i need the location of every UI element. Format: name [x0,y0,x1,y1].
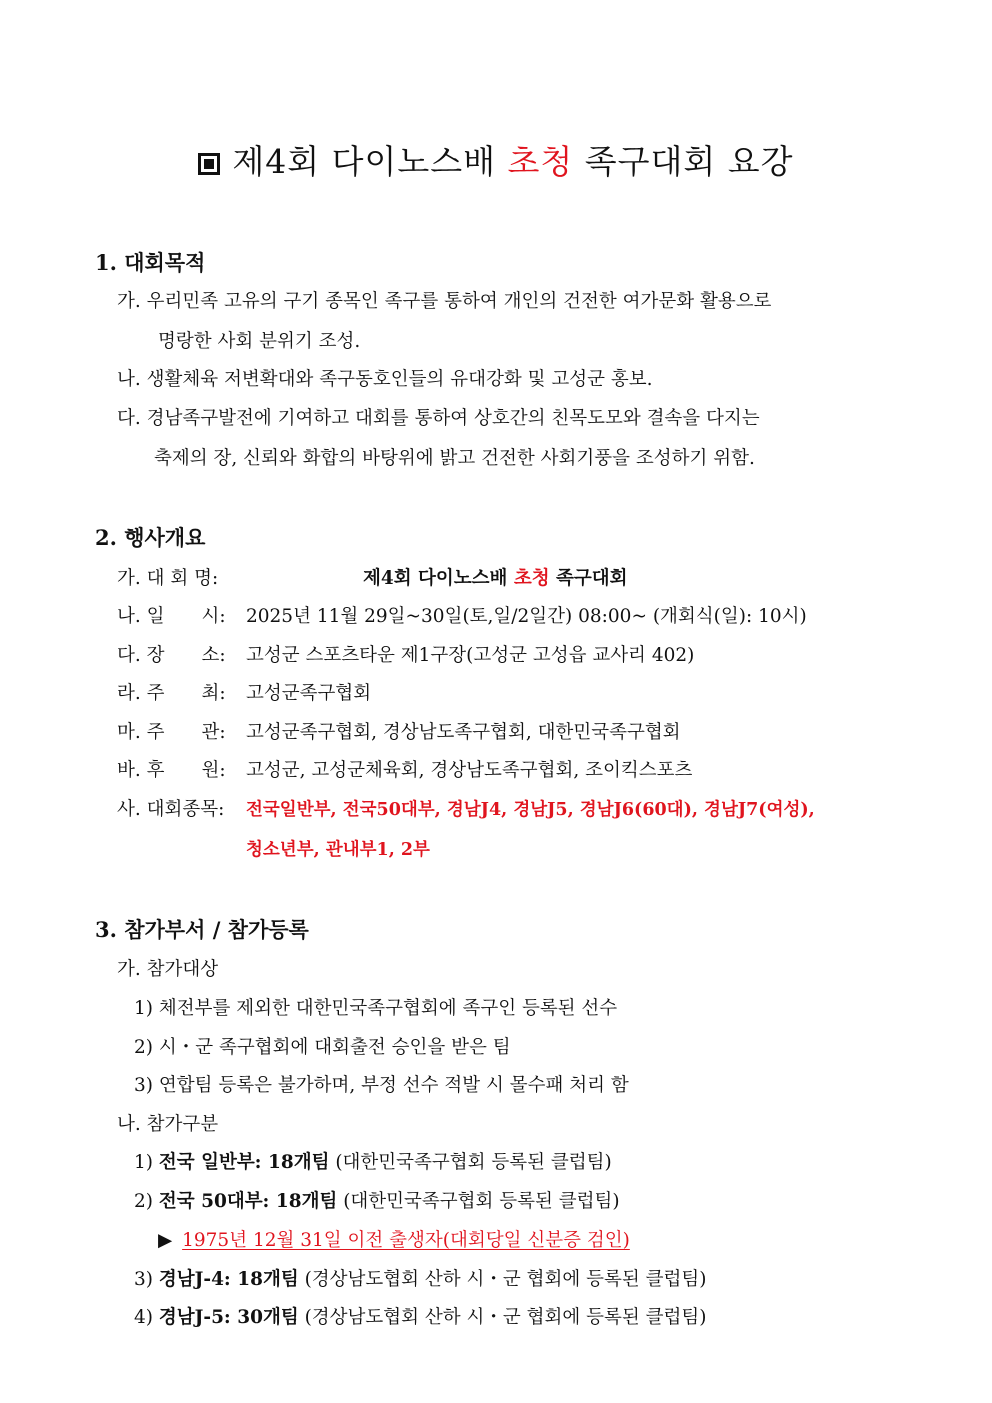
host-value: 고성군족구협회 [246,683,372,704]
events-value-line2: 청소년부, 관내부1, 2부 [246,840,430,860]
division-1-title: 전국 일반부: 18개팀 [158,1152,330,1173]
s2-place-row [117,644,887,668]
division-2-desc: (대한민국족구협회 등록된 클럽팀) [337,1191,620,1212]
division-4-title: 경남J-5: 30개팀 [158,1307,299,1328]
s1-item-a-line1: 가. 우리민족 고유의 구기 종목인 족구를 통하여 개인의 건전한 여가문화 활용으로 [117,291,772,312]
division-item-2 [134,1190,620,1214]
division-2-number: 2) [134,1191,153,1212]
sponsor-value: 고성군, 고성군체육회, 경상남도족구협회, 조이킥스포츠 [246,760,693,781]
title-red-word: 초청 [507,142,574,181]
title-pre: 제4회 다이노스배 [232,142,508,181]
division-2-title: 전국 50대부: 18개팀 [158,1191,338,1212]
date-value: 2025년 11월 29일~30일(토,일/2일간) 08:00~ (개회식(일): 10시) [246,606,807,627]
events-label: 사. 대회종목: [117,799,225,820]
place-label: 다. 장 소: [117,645,226,666]
s1-item-c-line2: 축제의 장, 신뢰와 화합의 바탕위에 밝고 건전한 사회기풍을 조성하기 위함. [154,448,755,469]
division-2-note-text: 1975년 12월 31일 이전 출생자(대회당일 신분증 검인) [182,1230,630,1251]
s1-item-b: 나. 생활체육 저변확대와 족구동호인들의 유대강화 및 고성군 홍보. [117,369,653,390]
square-bullet-icon [198,153,220,175]
division-4-desc: (경상남도협회 산하 시・군 협회에 등록된 클럽팀) [298,1307,707,1328]
section-1-heading: 1. 대회목적 [95,250,206,275]
event-name-label: 가. 대 회 명: [117,568,219,589]
s3-target-2: 2) 시・군 족구협회에 대회출전 승인을 받은 팀 [134,1037,511,1058]
division-item-4 [134,1306,706,1330]
s3-target-1: 1) 체전부를 제외한 대한민국족구협회에 족구인 등록된 선수 [134,998,618,1019]
document-title [0,138,992,186]
organizer-label: 마. 주 관: [117,722,226,743]
date-label: 나. 일 시: [117,606,226,627]
organizer-value: 고성군족구협회, 경상남도족구협회, 대한민국족구협회 [246,722,681,743]
triangle-right-icon: ▶ [158,1230,173,1251]
event-name-value [363,567,628,591]
event-name-pre: 제4회 다이노스배 [363,568,514,589]
sponsor-label: 바. 후 원: [117,760,226,781]
s2-event-name-row [117,567,887,591]
s2-sponsor-row [117,759,887,783]
event-name-post: 족구대회 [549,568,628,589]
host-label: 라. 주 최: [117,683,226,704]
events-value-line1: 전국일반부, 전국50대부, 경남J4, 경남J5, 경남J6(60대), 경남J7(여성), [246,800,815,820]
s1-item-a-line2: 명랑한 사회 분위기 조성. [158,331,361,352]
s1-item-c-line1: 다. 경남족구발전에 기여하고 대회를 통하여 상호간의 친목도모와 결속을 다지는 [117,408,760,429]
division-item-1 [134,1151,612,1175]
s3-target-3: 3) 연합팀 등록은 불가하며, 부정 선수 적발 시 몰수패 처리 함 [134,1075,629,1096]
s2-date-row [117,605,887,629]
s2-events-row [117,798,977,822]
division-2-note [158,1229,630,1253]
s3-target-heading: 가. 참가대상 [117,959,219,980]
s2-organizer-row [117,721,887,745]
division-3-number: 3) [134,1269,153,1290]
division-1-desc: (대한민국족구협회 등록된 클럽팀) [329,1152,612,1173]
s2-host-row [117,682,887,706]
division-item-3 [134,1268,706,1292]
title-post: 족구대회 요강 [573,142,794,181]
event-name-red-word: 초청 [513,568,550,589]
section-3-heading: 3. 참가부서 / 참가등록 [95,917,309,942]
s3-division-heading: 나. 참가구분 [117,1114,219,1135]
section-2-heading: 2. 행사개요 [95,525,206,550]
division-4-number: 4) [134,1307,153,1328]
place-value: 고성군 스포츠타운 제1구장(고성군 고성읍 교사리 402) [246,645,695,666]
division-3-desc: (경상남도협회 산하 시・군 협회에 등록된 클럽팀) [298,1269,707,1290]
division-3-title: 경남J-4: 18개팀 [158,1269,299,1290]
division-1-number: 1) [134,1152,153,1173]
